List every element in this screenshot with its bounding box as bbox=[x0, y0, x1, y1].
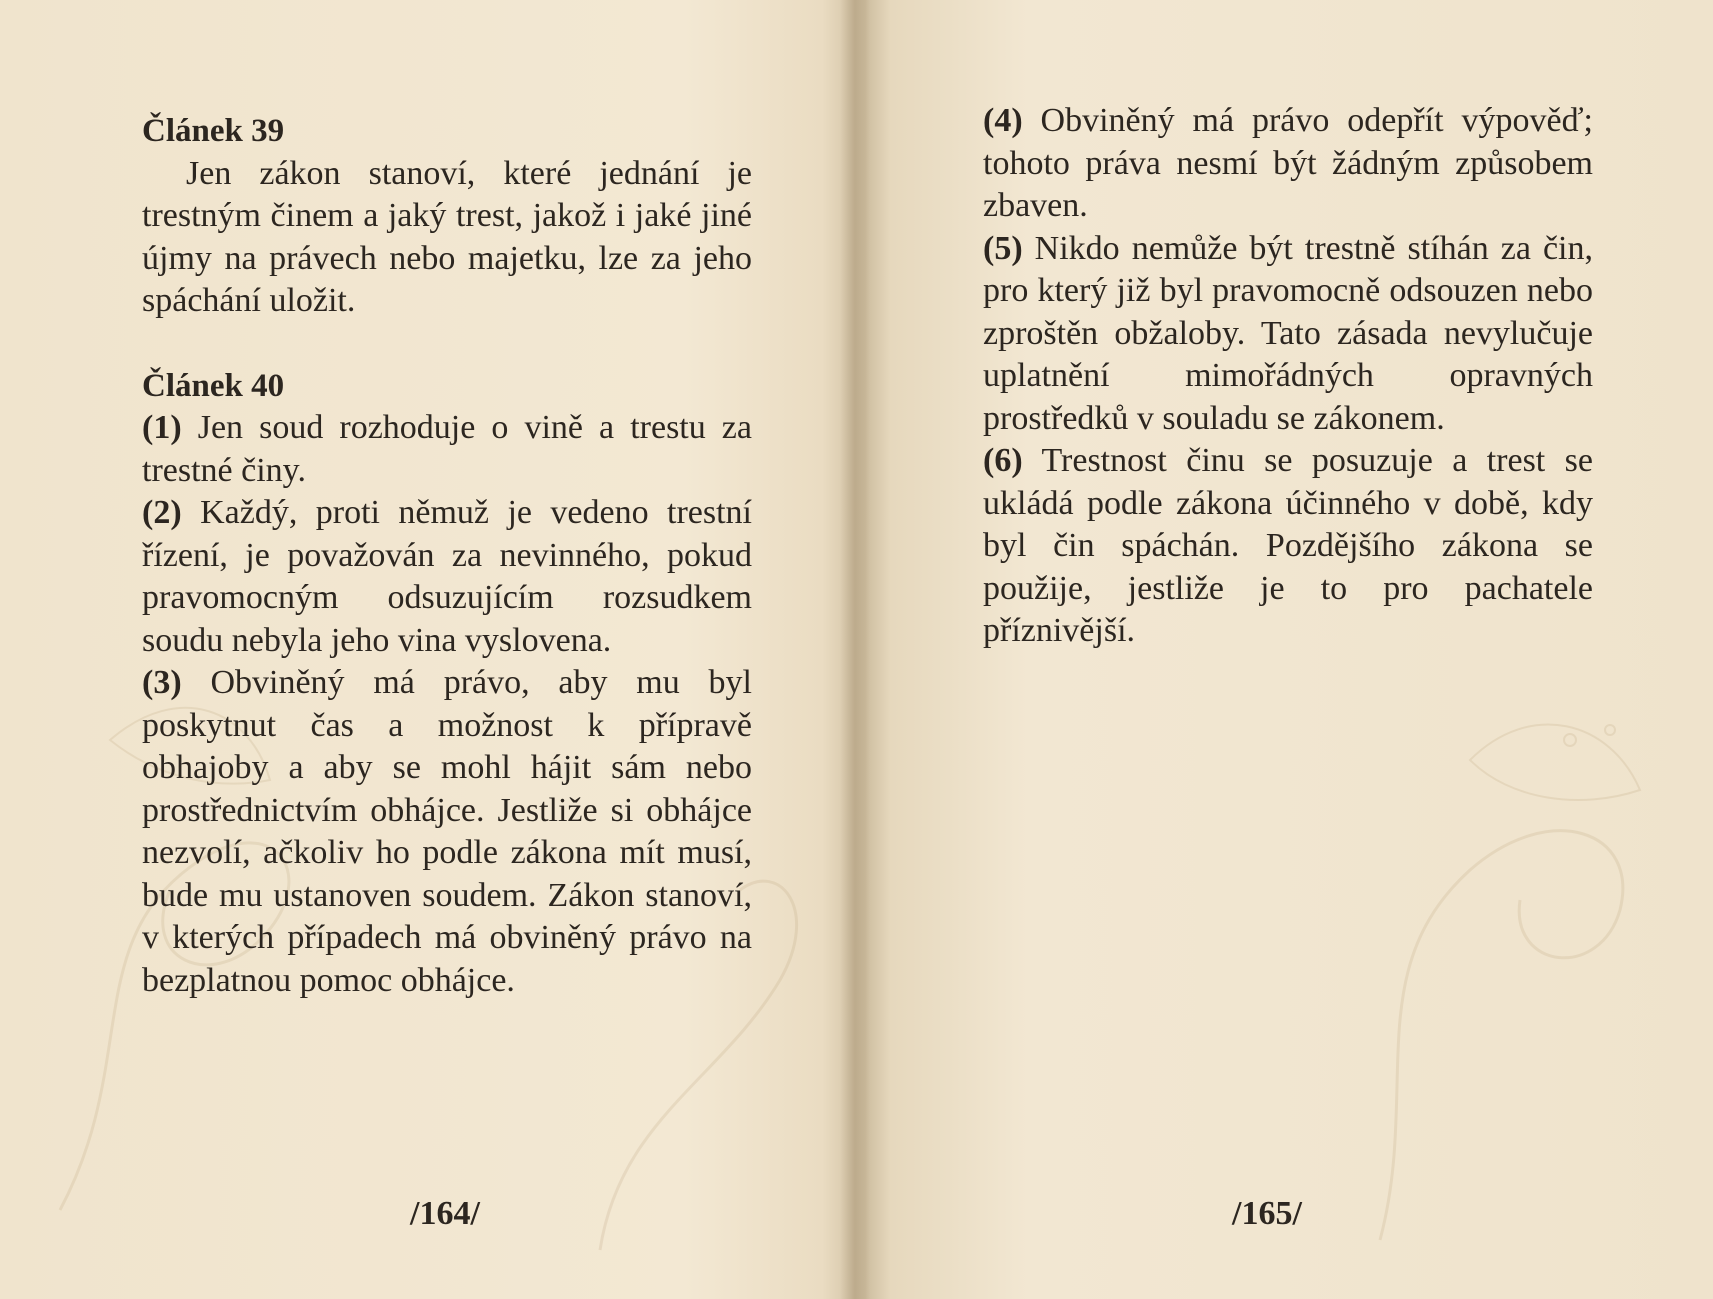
article-39-heading: Článek 39 bbox=[142, 113, 285, 149]
page-number-right: /165/ bbox=[1232, 1195, 1302, 1232]
article-40-paragraph-2 bbox=[142, 492, 752, 662]
paragraph-text: Trestnost činu se posuzuje a trest se ukládá podle zákona účinného v době, kdy byl čin spáchán. Pozdějšího zákona se použije, jestliže je to pro pachatele příznivější. bbox=[983, 442, 1593, 649]
article-40-paragraph-4 bbox=[983, 100, 1593, 228]
article-40-heading: Článek 40 bbox=[142, 367, 285, 404]
paragraph-text: Každý, proti němuž je vedeno trestní řízení, je považován za nevinného, pokud pravomocným odsuzujícím rozsudkem soudu nebyla jeho vina vyslovena. bbox=[142, 494, 752, 659]
paragraph-number: (6) bbox=[983, 442, 1023, 479]
paragraph-text: Obviněný má právo odepřít výpověď; tohoto práva nesmí být žádným způsobem zbaven. bbox=[983, 102, 1593, 224]
left-page-text bbox=[142, 110, 752, 1002]
paragraph-text: Obviněný má právo, aby mu byl poskytnut čas a možnost k přípravě obhajoby a aby se mohl hájit sám nebo prostřednictvím obhájce. Jestliže si obhájce nezvolí, ačkoliv ho podle zákona mít musí, bude mu ustanoven soudem. Zákon stanoví, v kterých případech má obviněný právo na bezplatnou pomoc obhájce. bbox=[142, 664, 752, 999]
article-40-paragraph-3 bbox=[142, 662, 752, 1002]
page-number-left: /164/ bbox=[410, 1195, 480, 1232]
paragraph-number: (4) bbox=[983, 102, 1023, 139]
paragraph-text: Nikdo nemůže být trestně stíhán za čin, pro který již byl pravomocně odsouzen nebo zproštěn obžaloby. Tato zásada nevylučuje uplatnění mimořádných opravných prostředků v souladu se zákonem. bbox=[983, 229, 1593, 437]
paragraph-number: (1) bbox=[142, 409, 182, 446]
article-40-paragraph-5 bbox=[983, 228, 1593, 441]
article-39-text: Jen zákon stanoví, které jednání je trestným činem a jaký trest, jakož i jaké jiné újmy na právech nebo majetku, lze za jeho spáchání uložit. bbox=[142, 154, 752, 319]
right-page-text bbox=[983, 100, 1593, 653]
article-40-paragraph-1 bbox=[142, 407, 752, 492]
article-40-paragraph-6 bbox=[983, 440, 1593, 653]
paragraph-number: (2) bbox=[142, 494, 182, 531]
paragraph-text: Jen soud rozhoduje o vině a trestu za trestné činy. bbox=[142, 409, 752, 489]
article-spacer bbox=[142, 323, 752, 365]
paragraph-number: (5) bbox=[983, 229, 1023, 267]
paragraph-number: (3) bbox=[142, 664, 182, 701]
